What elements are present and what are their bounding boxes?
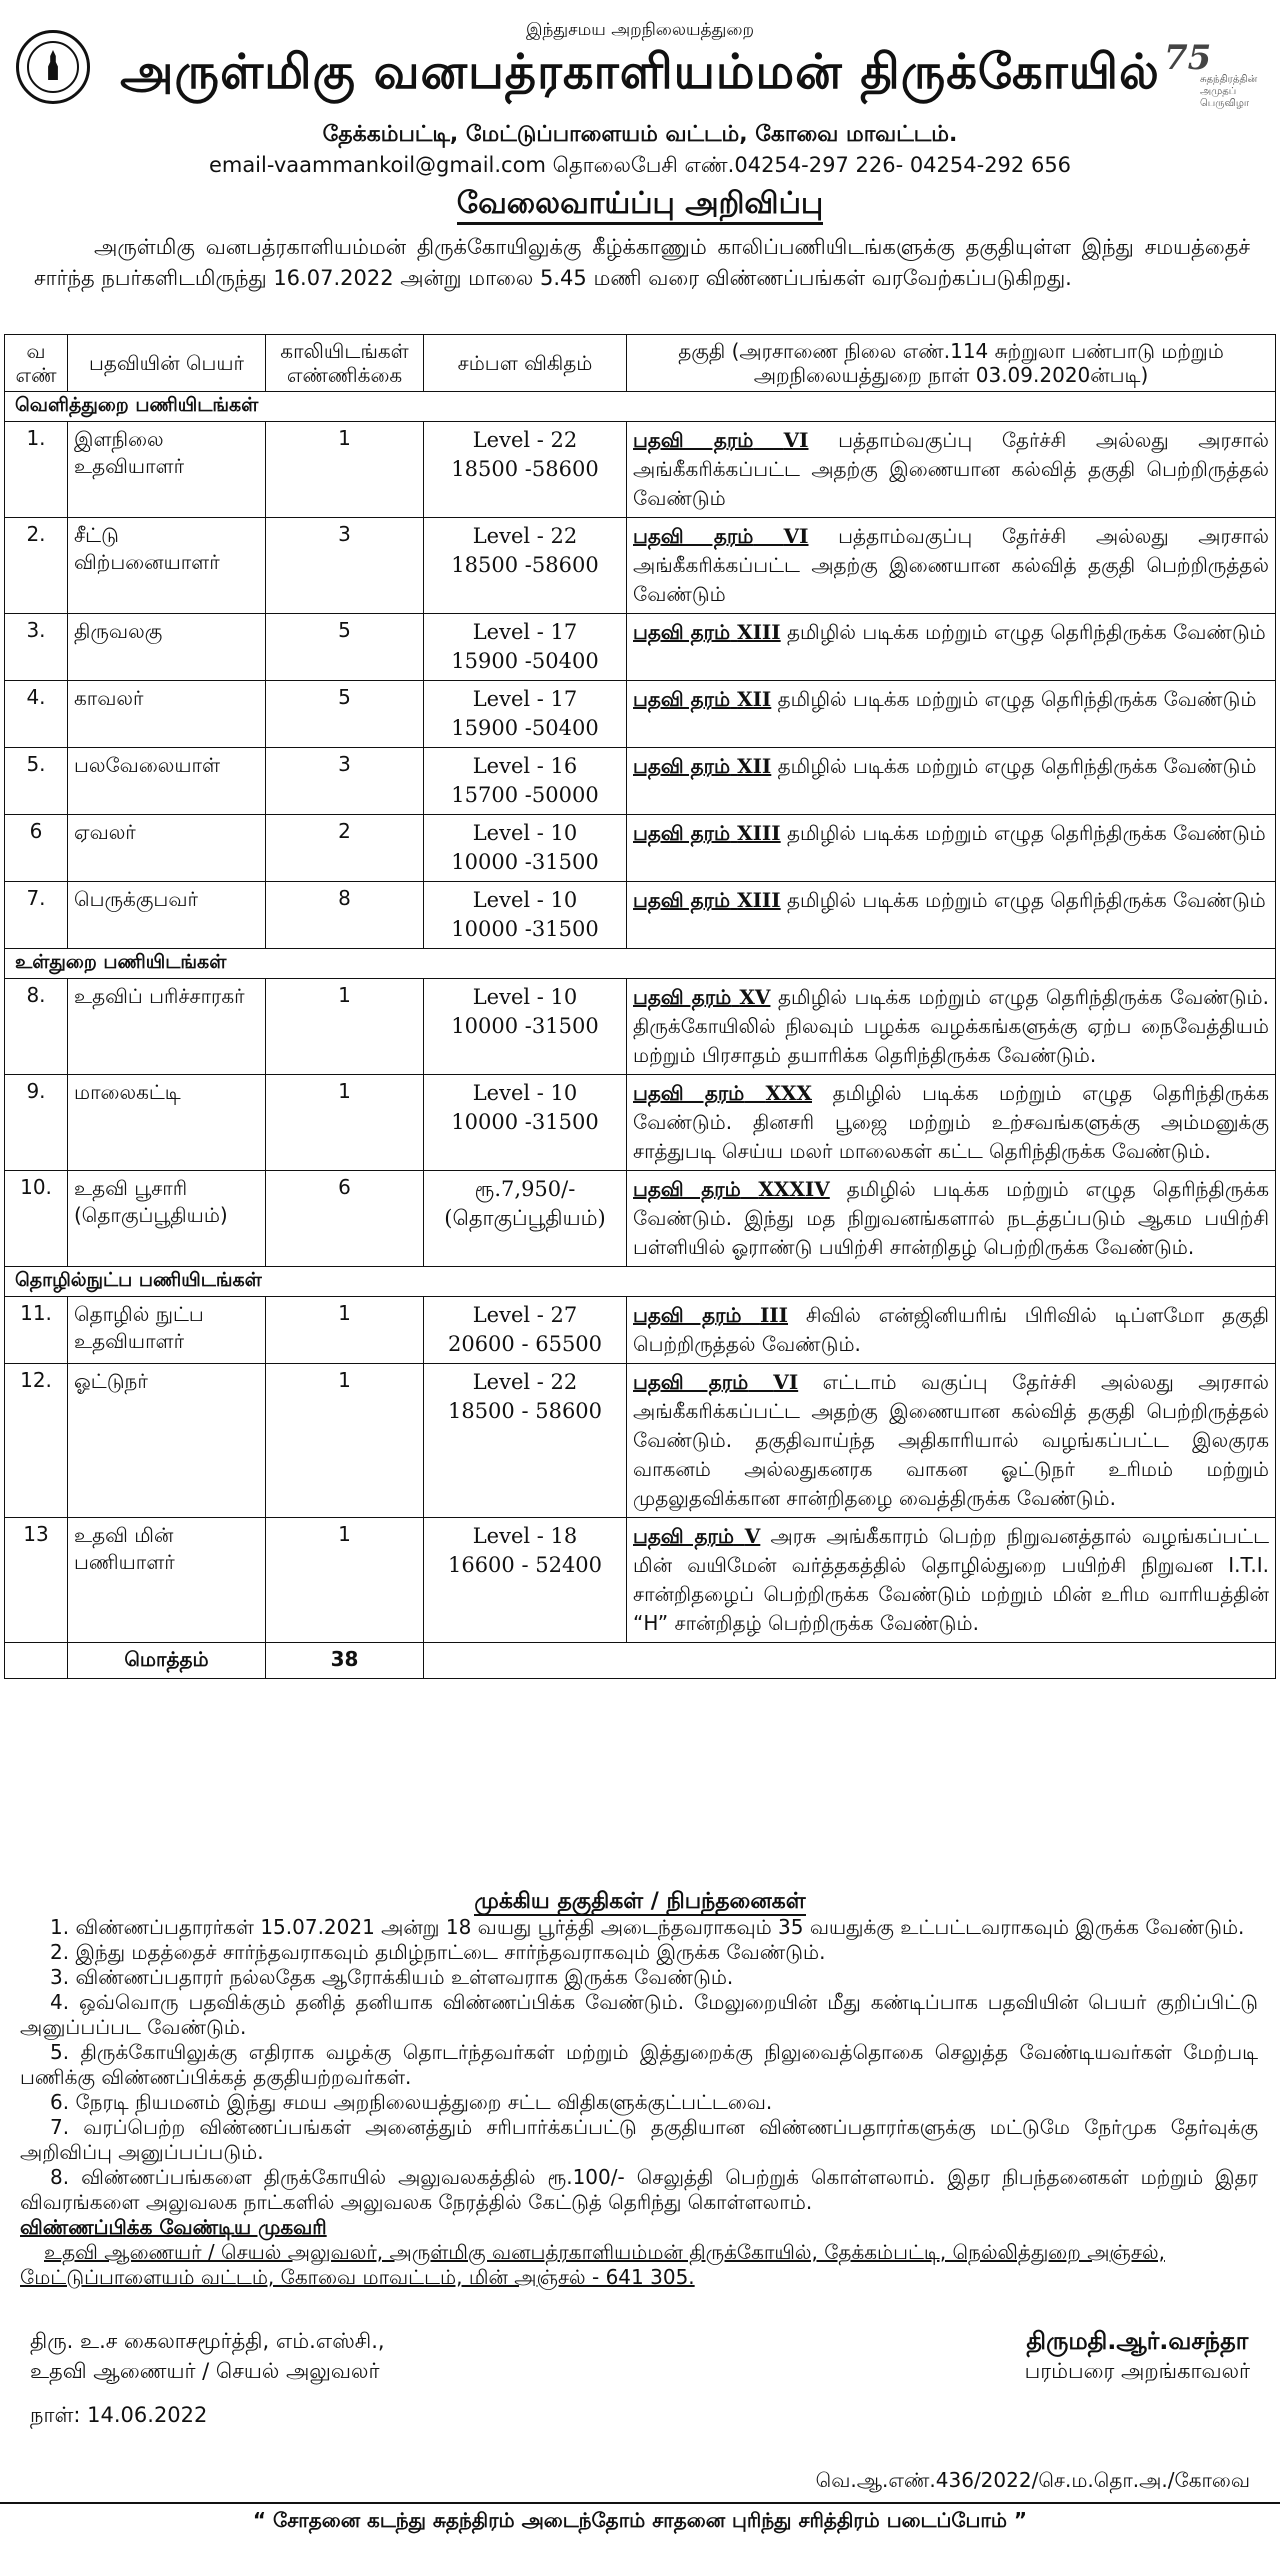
table-section-row (5, 1267, 1276, 1297)
table-row (5, 748, 1276, 815)
header-post-name: பதவியின் பெயர் (68, 335, 266, 392)
temple-name: அருள்மிகு வனபத்ரகாளியம்மன் திருக்கோயில் (120, 44, 1160, 100)
serial-no: 6 (5, 815, 68, 882)
table-row (5, 1364, 1276, 1518)
qualification (627, 1075, 1276, 1171)
table-row (5, 681, 1276, 748)
table-section-row (5, 392, 1276, 422)
post-name: மாலைகட்டி (68, 1075, 266, 1171)
qualification-text: அரசு அங்கீகாரம் பெற்ற நிறுவனத்தால் வழங்கப்பட்ட மின் வயிமேன் வர்த்தகத்தில் தொழில்துறை பயிற்சி நிறுவன I.T.I. சான்றிதழைப் பெற்றிருக்க வேண்டும் மற்றும் மின் உரிம வாரியத்தின் “H” சான்றிதழ் பெற்றிருக்க வேண்டும். (633, 1524, 1269, 1635)
pay-scale (424, 614, 627, 681)
serial-no: 5. (5, 748, 68, 815)
pay-range: 18500 -58600 (451, 553, 599, 577)
qualification-text: தமிழில் படிக்க மற்றும் எழுத தெரிந்திருக்க வேண்டும் (777, 687, 1257, 711)
total-value: 38 (266, 1643, 424, 1679)
grade-label: பதவி தரம் III (633, 1303, 789, 1327)
section-title: உள்துறை பணியிடங்கள் (5, 949, 1276, 979)
table-row (5, 1171, 1276, 1267)
pay-range: 15900 -50400 (451, 716, 599, 740)
vacancy-count: 3 (266, 518, 424, 614)
pay-range: 15900 -50400 (451, 649, 599, 673)
signature-left (30, 2326, 385, 2430)
qualification-text: தமிழில் படிக்க மற்றும் எழுத தெரிந்திருக்க வேண்டும் (787, 620, 1266, 644)
qualification-text: தமிழில் படிக்க மற்றும் எழுத தெரிந்திருக்க வேண்டும் (777, 754, 1257, 778)
section-title: தொழில்நுட்ப பணியிடங்கள் (5, 1267, 1276, 1297)
table-row (5, 815, 1276, 882)
azadi-logo-icon (1160, 38, 1264, 109)
vacancy-count: 1 (266, 1297, 424, 1364)
total-label: மொத்தம் (68, 1643, 266, 1679)
header-serial-no: வ எண் (5, 335, 68, 392)
qualification-text: பத்தாம்வகுப்பு தேர்ச்சி அல்லது அரசால் அங்கீகரிக்கப்பட்ட அதற்கு இணையான கல்வித் தகுதி பெற்றிருத்தல் வேண்டும் (633, 524, 1269, 606)
vacancy-count: 1 (266, 979, 424, 1075)
grade-label: பதவி தரம் XXX (633, 1081, 812, 1105)
grade-label: பதவி தரம் VI (633, 1370, 799, 1394)
serial-no: 13 (5, 1518, 68, 1643)
serial-no: 8. (5, 979, 68, 1075)
department-name: இந்துசமய அறநிலையத்துறை (525, 20, 755, 40)
post-name: பெருக்குபவர் (68, 882, 266, 949)
post-name: காவலர் (68, 681, 266, 748)
contact-line (0, 153, 1280, 180)
table-section-row (5, 949, 1276, 979)
pay-scale (424, 1171, 627, 1267)
footer-divider (0, 2502, 1280, 2504)
vacancy-count: 1 (266, 1075, 424, 1171)
table-row (5, 1297, 1276, 1364)
signatory-name-left: திரு. உ.ச கைலாசமூர்த்தி, எம்.எஸ்சி., (30, 2329, 385, 2353)
qualification (627, 1171, 1276, 1267)
table-row (5, 979, 1276, 1075)
header-vacancy-count: காலியிடங்கள் எண்ணிக்கை (266, 335, 424, 392)
signatory-name-right: திருமதி.ஆர்.வசந்தா (1026, 2327, 1249, 2355)
serial-no: 1. (5, 422, 68, 518)
serial-no: 9. (5, 1075, 68, 1171)
header-pay-scale: சம்பள விகிதம் (424, 335, 627, 392)
pay-scale (424, 1364, 627, 1518)
table-header-row (5, 335, 1276, 392)
pay-range: 20600 - 65500 (447, 1332, 603, 1356)
pay-level: Level - 22 (472, 1370, 578, 1394)
pay-range: 16600 - 52400 (447, 1553, 603, 1577)
pay-scale (424, 882, 627, 949)
pay-level: Level - 16 (472, 754, 578, 778)
condition-item: 5. திருக்கோயிலுக்கு எதிராக வழக்கு தொடர்ந்தவர்கள் மற்றும் இத்துறைக்கு நிலுவைத்தொகை செலுத்த வேண்டியவர்கள் மேற்படி பணிக்கு விண்ணப்பிக்கத் தகுதியற்றவர்கள். (20, 2040, 1258, 2089)
post-name: சீட்டு விற்பனையாளர் (68, 518, 266, 614)
pay-scale (424, 1297, 627, 1364)
notice-title: வேலைவாய்ப்பு அறிவிப்பு (0, 186, 1280, 225)
qualification (627, 422, 1276, 518)
post-name: ஓட்டுநர் (68, 1364, 266, 1518)
post-name: உதவிப் பரிச்சாரகர் (68, 979, 266, 1075)
pay-range: 10000 -31500 (451, 850, 599, 874)
post-name: உதவி பூசாரி (தொகுப்பூதியம்) (68, 1171, 266, 1267)
pay-level: Level - 22 (472, 524, 578, 548)
pay-level: Level - 10 (472, 985, 578, 1009)
logo-number: 75 (1164, 38, 1212, 78)
qualification (627, 1518, 1276, 1643)
table-row (5, 1518, 1276, 1643)
grade-label: பதவி தரம் VI (633, 524, 809, 548)
phone-label: தொலைபேசி எண். (552, 153, 735, 177)
vacancy-count: 3 (266, 748, 424, 815)
logo-text: சுதந்திரத்தின் அமுதப் பெருவிழா (1200, 74, 1258, 109)
section-title: வெளித்துறை பணியிடங்கள் (5, 392, 1276, 422)
qualification (627, 1364, 1276, 1518)
pay-range: 18500 - 58600 (447, 1399, 603, 1423)
vacancy-count: 5 (266, 614, 424, 681)
condition-item: 2. இந்து மதத்தைச் சார்ந்தவராகவும் தமிழ்நாட்டை சார்ந்தவராகவும் இருக்க வேண்டும். (50, 1940, 826, 1964)
condition-item: 8. விண்ணப்பங்களை திருக்கோயில் அலுவலகத்தில் ரூ.100/- செலுத்தி பெற்றுக் கொள்ளலாம். இதர நிபந்தனைகள் மற்றும் இதர விவரங்களை அலுவலக நாட்களில் அலுவலக நேரத்தில் கேட்டுத் தெரிந்து கொள்ளலாம். (20, 2165, 1258, 2214)
serial-no: 11. (5, 1297, 68, 1364)
conditions-title: முக்கிய தகுதிகள் / நிபந்தனைகள் (474, 1889, 806, 1914)
footer-motto: “ சோதனை கடந்து சுதந்திரம் அடைந்தோம் சாதனை புரிந்து சரித்திரம் படைப்போம் ” (252, 2508, 1028, 2532)
signature-right (1025, 2326, 1250, 2386)
grade-label: பதவி தரம் XIII (633, 888, 781, 912)
pay-scale (424, 1075, 627, 1171)
header (0, 0, 1280, 180)
table-row (5, 518, 1276, 614)
condition-item: 6. நேரடி நியமனம் இந்து சமய அறநிலையத்துறை சட்ட விதிகளுக்குட்பட்டவை. (50, 2090, 773, 2114)
pay-range: 10000 -31500 (451, 1014, 599, 1038)
qualification (627, 882, 1276, 949)
pay-level: Level - 17 (472, 687, 578, 711)
table-row (5, 1075, 1276, 1171)
grade-label: பதவி தரம் XIII (633, 821, 781, 845)
reference-number: வெ.ஆ.எண்.436/2022/செ.ம.தொ.அ./கோவை (815, 2468, 1250, 2492)
vacancy-table (4, 334, 1276, 1679)
pay-level: ரூ.7,950/- (474, 1177, 576, 1201)
post-name: பலவேலையாள் (68, 748, 266, 815)
serial-no: 12. (5, 1364, 68, 1518)
post-name: தொழில் நுட்ப உதவியாளர் (68, 1297, 266, 1364)
serial-no: 2. (5, 518, 68, 614)
vacancy-count: 5 (266, 681, 424, 748)
qualification-text: தமிழில் படிக்க மற்றும் எழுத தெரிந்திருக்க வேண்டும். திருக்கோயிலில் நிலவும் பழக்க வழக்கங்களுக்கு ஏற்ப நைவேத்தியம் மற்றும் பிரசாதம் தயாரிக்க தெரிந்திருக்க வேண்டும். (633, 985, 1269, 1067)
condition-item: 7. வரப்பெற்ற விண்ணப்பங்கள் அனைத்தும் சரிபார்க்கப்பட்டு தகுதியான விண்ணப்பதாரர்களுக்கு மட்டுமே நேர்முக தேர்வுக்கு அறிவிப்பு அனுப்பப்படும். (20, 2115, 1258, 2164)
total-row (5, 1643, 1276, 1679)
notice-intro: அருள்மிகு வனபத்ரகாளியம்மன் திருக்கோயிலுக்கு கீழ்க்காணும் காலிப்பணியிடங்களுக்கு தகுதியுள்ள இந்து சமயத்தைச் சார்ந்த நபர்களிடமிருந்து 16.07.2022 அன்று மாலை 5.45 மணி வரை விண்ணப்பங்கள் வரவேற்கப்படுகிறது. (34, 235, 1250, 290)
serial-no: 3. (5, 614, 68, 681)
email-link[interactable]: email-vaammankoil@gmail.com (208, 153, 546, 177)
qualification (627, 748, 1276, 815)
qualification (627, 614, 1276, 681)
vacancy-count: 1 (266, 1364, 424, 1518)
table-row (5, 614, 1276, 681)
vacancy-count: 6 (266, 1171, 424, 1267)
qualification-text: தமிழில் படிக்க மற்றும் எழுத தெரிந்திருக்க வேண்டும் (787, 888, 1266, 912)
pay-scale (424, 422, 627, 518)
vacancy-count: 1 (266, 422, 424, 518)
qualification-text: பத்தாம்வகுப்பு தேர்ச்சி அல்லது அரசால் அங்கீகரிக்கப்பட்ட அதற்கு இணையான கல்வித் தகுதி பெற்றிருத்தல் வேண்டும் (633, 428, 1269, 510)
vacancy-count: 8 (266, 882, 424, 949)
pay-scale (424, 518, 627, 614)
serial-no: 4. (5, 681, 68, 748)
pay-level: Level - 17 (472, 620, 578, 644)
grade-label: பதவி தரம் XXXIV (633, 1177, 830, 1201)
vacancy-count: 1 (266, 1518, 424, 1643)
pay-range: 18500 -58600 (451, 457, 599, 481)
conditions-list (20, 1915, 1258, 2290)
notice-date: நாள்: 14.06.2022 (30, 2403, 208, 2427)
qualification-text: தமிழில் படிக்க மற்றும் எழுத தெரிந்திருக்க வேண்டும் (787, 821, 1266, 845)
post-name: திருவலகு (68, 614, 266, 681)
application-address: உதவி ஆணையர் / செயல் அலுவலர், அருள்மிகு வனபத்ரகாளியம்மன் திருக்கோயில், தேக்கம்பட்டி, நெல்லித்துறை அஞ்சல், மேட்டுப்பாளையம் வட்டம், கோவை மாவட்டம், மின் அஞ்சல் - 641 305. (20, 2240, 1165, 2289)
pay-level: Level - 27 (472, 1303, 578, 1327)
temple-address: தேக்கம்பட்டி, மேட்டுப்பாளையம் வட்டம், கோவை மாவட்டம். (322, 122, 958, 147)
pay-scale (424, 1518, 627, 1643)
serial-no: 10. (5, 1171, 68, 1267)
vacancy-table-body (5, 392, 1276, 1679)
serial-no: 7. (5, 882, 68, 949)
grade-label: பதவி தரம் XV (633, 985, 771, 1009)
phone-number: 04254-297 226- 04254-292 656 (734, 153, 1072, 177)
qualification (627, 815, 1276, 882)
grade-label: பதவி தரம் VI (633, 428, 809, 452)
condition-item: 4. ஒவ்வொரு பதவிக்கும் தனித் தனியாக விண்ணப்பிக்க வேண்டும். மேலுறையின் மீது கண்டிப்பாக பதவியின் பெயர் குறிப்பிட்டு அனுப்பப்பட வேண்டும். (20, 1990, 1258, 2039)
grade-label: பதவி தரம் XIII (633, 620, 781, 644)
pay-scale (424, 748, 627, 815)
pay-level: Level - 22 (472, 428, 578, 452)
pay-scale (424, 979, 627, 1075)
pay-level: Level - 10 (472, 1081, 578, 1105)
qualification-text: சிவில் என்ஜினியரிங் பிரிவில் டிப்ளமோ தகுதி பெற்றிருத்தல் வேண்டும். (633, 1303, 1270, 1356)
qualification (627, 518, 1276, 614)
table-row (5, 882, 1276, 949)
signatory-title-right: பரம்பரை அறங்காவலர் (1024, 2359, 1250, 2383)
post-name: உதவி மின் பணியாளர் (68, 1518, 266, 1643)
pay-level: Level - 10 (472, 888, 578, 912)
vacancy-count: 2 (266, 815, 424, 882)
grade-label: பதவி தரம் XII (633, 687, 772, 711)
signatory-title-left: உதவி ஆணையர் / செயல் அலுவலர் (30, 2359, 380, 2383)
header-qualification: தகுதி (அரசாணை நிலை எண்.114 சுற்றுலா பண்பாடு மற்றும் அறநிலையத்துறை நாள் 03.09.2020ன்படி) (627, 335, 1276, 392)
application-address-title: விண்ணப்பிக்க வேண்டிய முகவரி (20, 2215, 327, 2239)
grade-label: பதவி தரம் XII (633, 754, 772, 778)
post-name: ஏவலர் (68, 815, 266, 882)
pay-range: (தொகுப்பூதியம்) (444, 1206, 606, 1230)
qualification-text: எட்டாம் வகுப்பு தேர்ச்சி அல்லது அரசால் அங்கீகரிக்கப்பட்ட அதற்கு இணையான கல்வித் தகுதி பெற்றிருத்தல் வேண்டும். தகுதிவாய்ந்த அதிகாரியால் வழங்கப்பட்ட இலகுரக வாகனம் அல்லதுகனரக வாகன ஓட்டுநர் உரிமம் மற்றும் முதலுதவிக்கான சான்றிதழை வைத்திருக்க வேண்டும். (633, 1370, 1269, 1510)
qualification (627, 979, 1276, 1075)
condition-item: 1. விண்ணப்பதாரர்கள் 15.07.2021 அன்று 18 வயது பூர்த்தி அடைந்தவராகவும் 35 வயதுக்கு உட்பட்டவராகவும் இருக்க வேண்டும். (50, 1915, 1245, 1939)
qualification-text: தமிழில் படிக்க மற்றும் எழுத தெரிந்திருக்க வேண்டும். தினசரி பூஜை மற்றும் உற்சவங்களுக்கு அம்மனுக்கு சாத்துபடி செய்ய மலர் மாலைகள் கட்ட தெரிந்திருக்க வேண்டும். (633, 1081, 1269, 1163)
pay-level: Level - 10 (472, 821, 578, 845)
pay-scale (424, 681, 627, 748)
pay-range: 10000 -31500 (451, 1110, 599, 1134)
qualification (627, 1297, 1276, 1364)
grade-label: பதவி தரம் V (633, 1524, 761, 1548)
pay-range: 10000 -31500 (451, 917, 599, 941)
pay-range: 15700 -50000 (451, 783, 599, 807)
pay-level: Level - 18 (472, 1524, 578, 1548)
table-row (5, 422, 1276, 518)
post-name: இளநிலை உதவியாளர் (68, 422, 266, 518)
qualification-text: தமிழில் படிக்க மற்றும் எழுத தெரிந்திருக்க வேண்டும். இந்து மத நிறுவனங்களால் நடத்தப்படும் ஆகம பயிற்சி பள்ளியில் ஓராண்டு பயிற்சி சான்றிதழ் பெற்றிருக்க வேண்டும். (633, 1177, 1269, 1259)
condition-item: 3. விண்ணப்பதாரர் நல்லதேக ஆரோக்கியம் உள்ளவராக இருக்க வேண்டும். (50, 1965, 734, 1989)
pay-scale (424, 815, 627, 882)
qualification (627, 681, 1276, 748)
